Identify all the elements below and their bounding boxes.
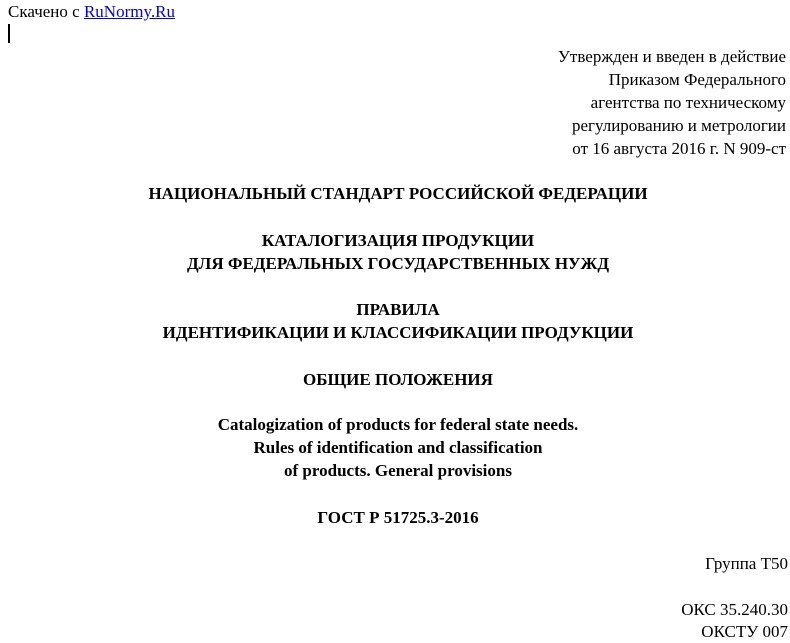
text-cursor bbox=[8, 24, 10, 43]
oks-code: ОКС 35.240.30 bbox=[681, 600, 788, 619]
english-title bbox=[0, 413, 790, 482]
approval-line: Приказом Федерального bbox=[608, 70, 786, 89]
okstu-code: ОКСТУ 007 bbox=[701, 622, 788, 641]
approval-line: Утвержден и введен в действие bbox=[557, 47, 786, 66]
general-provisions-text: ОБЩИЕ ПОЛОЖЕНИЯ bbox=[303, 370, 493, 389]
approval-line: агентства по техническому bbox=[590, 93, 786, 112]
title-line: ДЛЯ ФЕДЕРАЛЬНЫХ ГОСУДАРСТВЕННЫХ НУЖД bbox=[186, 254, 610, 273]
approval-line: от 16 августа 2016 г. N 909-ст bbox=[572, 139, 786, 158]
rules-line: ИДЕНТИФИКАЦИИ И КЛАССИФИКАЦИИ ПРОДУКЦИИ bbox=[162, 323, 634, 342]
rules-title bbox=[0, 298, 790, 344]
english-title-line: Rules of identification and classification bbox=[253, 438, 543, 457]
approval-block bbox=[558, 45, 786, 160]
approval-line: регулированию и метрологии bbox=[571, 116, 786, 135]
source-prefix: Скачено с bbox=[8, 2, 84, 21]
rules-line: ПРАВИЛА bbox=[356, 300, 440, 319]
source-line bbox=[8, 0, 175, 23]
english-title-line: Catalogization of products for federal state needs. bbox=[217, 415, 579, 434]
national-standard-text: НАЦИОНАЛЬНЫЙ СТАНДАРТ РОССИЙСКОЙ ФЕДЕРАЦИИ bbox=[148, 184, 648, 203]
national-standard-heading bbox=[0, 182, 790, 205]
standard-designation bbox=[0, 506, 790, 529]
group-code: Группа Т50 bbox=[705, 554, 788, 573]
general-provisions-title bbox=[0, 368, 790, 391]
source-link[interactable]: RuNormy.Ru bbox=[83, 2, 175, 21]
document-title bbox=[0, 229, 790, 275]
english-title-line: of products. General provisions bbox=[284, 461, 512, 480]
standard-designation-text: ГОСТ Р 51725.3-2016 bbox=[317, 508, 479, 527]
title-line: КАТАЛОГИЗАЦИЯ ПРОДУКЦИИ bbox=[261, 231, 535, 250]
